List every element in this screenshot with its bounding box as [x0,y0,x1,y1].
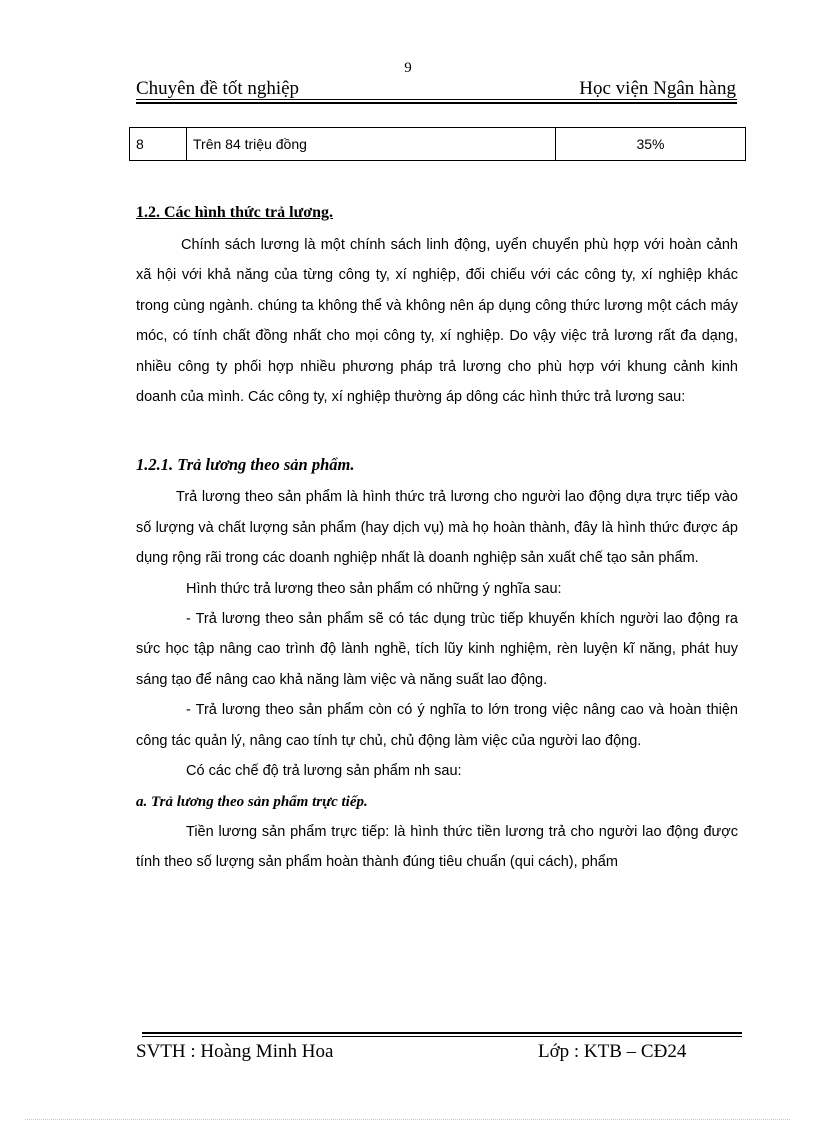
header-rule-thick [136,102,737,104]
table-cell-rate: 35% [556,128,746,161]
sub-subsection-paragraph: Tiền lương sản phẩm trực tiếp: là hình thức tiền lương trả cho người lao động được tính theo số lượng sản phẩm hoàn thành đúng tiêu chuẩn (qui cách), phẩm [136,823,738,870]
footer-rule-thick [142,1032,742,1034]
page-header [136,78,738,100]
header-rule-thin [136,99,737,100]
meaning-bullet-2: - Trả lương theo sản phẩm còn có ý nghĩa to lớn trong việc nâng cao và hoàn thiện công tác quản lý, nâng cao tính tự chủ, chủ động làm việc của người lao động. [136,702,738,749]
table-cell-no: 8 [130,128,187,161]
meaning-lead: Hình thức trả lương theo sản phẩm có những ý nghĩa sau: [186,580,562,597]
page-edge [25,1119,790,1120]
table-cell-range: Trên 84 triệu đồng [187,128,556,161]
header-title: Chuyên đề tốt nghiệp [136,78,300,99]
modes-lead: Có các chế độ trả lương sản phẩm nh sau: [186,763,462,780]
page-number: 9 [404,60,412,76]
footer-class: Lớp : KTB – CĐ24 [538,1041,687,1062]
section-paragraph: Chính sách lương là một chính sách linh động, uyển chuyển phù hợp với hoàn cảnh xã hội với khả năng của từng công ty, xí nghiệp, đối chiếu với các công ty, xí nghiệp khác trong cùng ngành. chúng ta không thể và không nên áp dụng công thức lương một cách máy móc, có tính chất đồng nhất cho mọi công ty, xí nghiệp. Do vậy việc trả lương rất đa dạng, nhiều công ty phối hợp nhiều phương pháp trả lương cho phù hợp với khung cảnh kinh doanh của mình. Các công ty, xí nghiệp thường áp dông các hình thức trả lương sau: [136,237,738,406]
footer-rule-thin [142,1036,742,1037]
table-row [130,128,746,161]
sub-subsection-heading: a. Trả lương theo sản phẩm trực tiếp. [136,793,368,810]
tax-rate-table [129,127,746,161]
subsection-intro: Trả lương theo sản phẩm là hình thức trả lương cho người lao động dựa trực tiếp vào số lượng và chất lượng sản phẩm (hay dịch vụ) mà họ hoàn thành, đây là hình thức được áp dụng rộng rãi trong các doanh nghiệp nhất là doanh nghiệp sản xuất chế tạo sản phẩm. [136,489,738,567]
page-content [136,200,738,877]
subsection-heading: 1.2.1. Trả lương theo sản phẩm. [136,455,355,475]
footer-student: SVTH : Hoàng Minh Hoa [136,1041,334,1062]
header-institution: Học viện Ngân hàng [579,78,736,99]
meaning-bullet-1: - Trả lương theo sản phẩm sẽ có tác dụng trùc tiếp khuyến khích người lao động ra sức học tập nâng cao trình độ lành nghề, tích lũy kinh nghiệm, rèn luyện kĩ năng, phát huy sáng tạo để nâng cao khả năng làm việc và năng suất lao động. [136,611,738,688]
section-heading: 1.2. Các hình thức trả lương. [136,204,333,221]
